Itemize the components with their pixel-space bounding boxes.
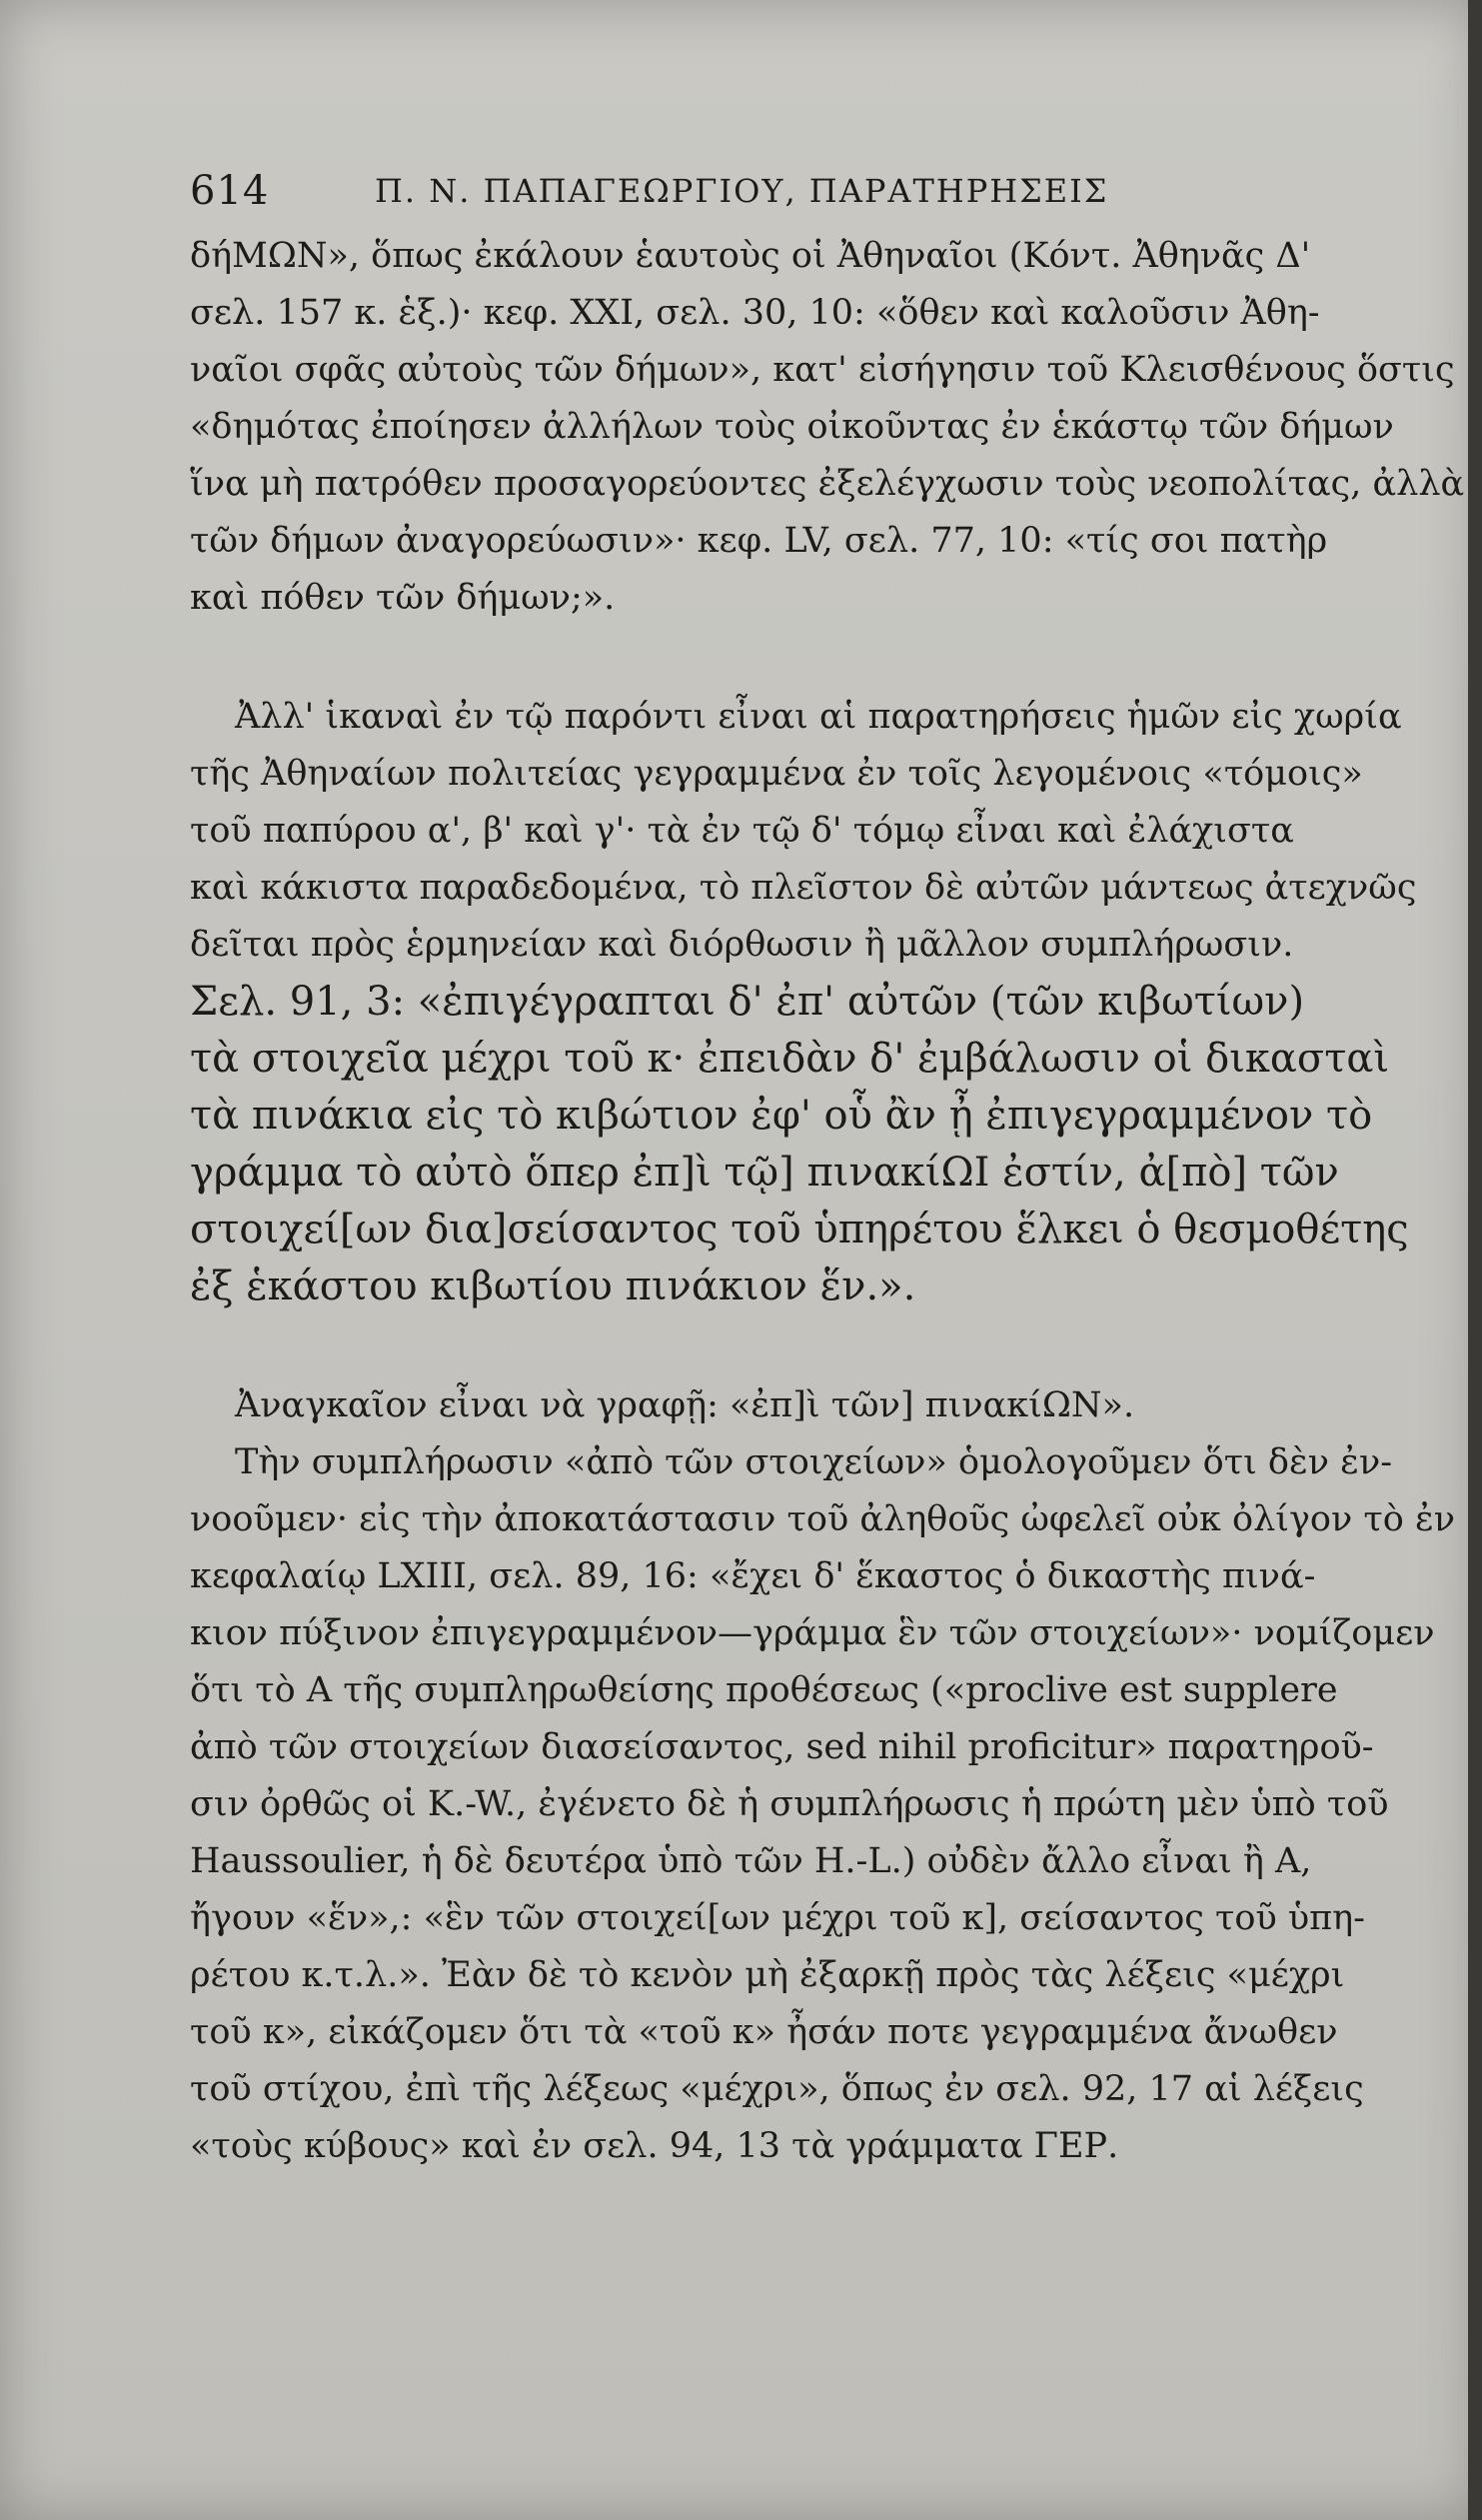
text-line: σελ. 157 κ. ἑξ.)· κεφ. XXI, σελ. 30, 10: «ὅθεν καὶ καλοῦσιν Ἀθη- (190, 293, 1320, 333)
text-line: τὰ στοιχεῖα μέχρι τοῦ κ· ἐπειδὰν δ' ἐμβάλωσιν οἱ δικασταὶ (190, 1036, 1390, 1082)
text-line: Haussoulier, ἡ δὲ δευτέρα ὑπὸ τῶν H.-L.) οὐδὲν ἄλλο εἶναι ἢ Α, (190, 1841, 1312, 1881)
running-head (190, 150, 1369, 220)
paragraph-4 (190, 1377, 1369, 1434)
quoted-passage (190, 974, 1409, 1315)
text-line: σιν ὀρθῶς οἱ K.-W., ἐγένετο δὲ ἡ συμπλήρωσις ἡ πρώτη μὲν ὑπὸ τοῦ (190, 1784, 1389, 1824)
text-line: δήΜΩΝ», ὅπως ἐκάλουν ἑαυτοὺς οἱ Ἀθηναῖοι (Κόντ. Ἀθηνᾶς Δ' (190, 236, 1311, 276)
text-line: ἵνα μὴ πατρόθεν προσαγορεύοντες ἐξελέγχωσιν τοὺς νεοπολίτας, ἀλλὰ (190, 464, 1465, 504)
running-title: Π. Ν. ΠΑΠΑΓΕΩΡΓΙΟΥ, ΠΑΡΑΤΗΡΗΣΕΙΣ (375, 172, 1109, 210)
text-line: καὶ κάκιστα παραδεδομένα, τὸ πλεῖστον δὲ αὐτῶν μάντεως ἀτεχνῶς (190, 868, 1417, 908)
text-line: τοῦ κ», εἰκάζομεν ὅτι τὰ «τοῦ κ» ἦσάν ποτε γεγραμμένα ἄνωθεν (190, 2012, 1338, 2052)
text-line: καὶ πόθεν τῶν δήμων;». (190, 578, 616, 618)
text-line: στοιχεί[ων δια]σείσαντος τοῦ ὑπηρέτου ἕλκει ὁ θεσμοθέτης (190, 1207, 1409, 1253)
paragraph-2 (190, 689, 1417, 974)
text-line: «τοὺς κύβους» καὶ ἐν σελ. 94, 13 τὰ γράμματα ΓΕΡ. (190, 2126, 1119, 2166)
text-line: Ἀναγκαῖον εἶναι νὰ γραφῇ: «ἐπ]ὶ τῶν] πινακίΩΝ». (235, 1385, 1135, 1425)
paragraph-5 (190, 1434, 1455, 2175)
text-line: γράμμα τὸ αὐτὸ ὅπερ ἐπ]ὶ τῷ] πινακίΩΙ ἐστίν, ἀ[πὸ] τῶν (190, 1150, 1339, 1196)
paragraph-1 (190, 228, 1465, 627)
text-line: ναῖοι σφᾶς αὐτοὺς τῶν δήμων», κατ' εἰσήγησιν τοῦ Κλεισθένους ὅστις (190, 350, 1455, 390)
text-line: δεῖται πρὸς ἑρμηνείαν καὶ διόρθωσιν ἢ μᾶλλον συμπλήρωσιν. (190, 925, 1294, 965)
page-number: 614 (190, 168, 270, 214)
text-line: ρέτου κ.τ.λ.». Ἐὰν δὲ τὸ κενὸν μὴ ἐξαρκῇ πρὸς τὰς λέξεις «μέχρι (190, 1955, 1345, 1995)
text-line: τὰ πινάκια εἰς τὸ κιβώτιον ἐφ' οὗ ἂν ᾖ ἐπιγεγραμμένον τὸ (190, 1093, 1373, 1139)
text-line: Σελ. 91, 3: «ἐπιγέγραπται δ' ἐπ' αὐτῶν (τῶν κιβωτίων) (190, 979, 1305, 1025)
text-line: «δημότας ἐποίησεν ἀλλήλων τοὺς οἰκοῦντας ἐν ἑκάστῳ τῶν δήμων (190, 407, 1394, 447)
text-line: κιον πύξινον ἐπιγεγραμμένον—γράμμα ἓν τῶν στοιχείων»· νομίζομεν (190, 1613, 1435, 1653)
text-line: νοοῦμεν· εἰς τὴν ἀποκατάστασιν τοῦ ἀληθοῦς ὠφελεῖ οὐκ ὀλίγον τὸ ἐν (190, 1499, 1455, 1539)
scan-edge (1468, 0, 1482, 2520)
text-line: Ἀλλ' ἱκαναὶ ἐν τῷ παρόντι εἶναι αἱ παρατηρήσεις ἡμῶν εἰς χωρία (235, 697, 1402, 737)
text-line: ἤγουν «ἕν»,: «ἓν τῶν στοιχεί[ων μέχρι τοῦ κ], σείσαντος τοῦ ὑπη- (190, 1898, 1365, 1938)
text-line: κεφαλαίῳ LXIII, σελ. 89, 16: «ἔχει δ' ἕκαστος ὁ δικαστὴς πινά- (190, 1556, 1316, 1596)
text-line: ἐξ ἑκάστου κιβωτίου πινάκιον ἕν.». (190, 1263, 916, 1309)
text-line: ἀπὸ τῶν στοιχείων διασείσαντος, sed nihil proficitur» παρατηροῦ- (190, 1727, 1374, 1767)
text-line: τῶν δήμων ἀναγορεύωσιν»· κεφ. LV, σελ. 77, 10: «τίς σοι πατὴρ (190, 521, 1328, 561)
text-line: τοῦ παπύρου α', β' καὶ γ'· τὰ ἐν τῷ δ' τόμῳ εἶναι καὶ ἐλάχιστα (190, 811, 1294, 851)
text-line: τοῦ στίχου, ἐπὶ τῆς λέξεως «μέχρι», ὅπως ἐν σελ. 92, 17 αἱ λέξεις (190, 2069, 1364, 2109)
text-line: τῆς Ἀθηναίων πολιτείας γεγραμμένα ἐν τοῖς λεγομένοις «τόμοις» (190, 754, 1363, 794)
text-line: Τὴν συμπλήρωσιν «ἀπὸ τῶν στοιχείων» ὁμολογοῦμεν ὅτι δὲν ἐν- (235, 1442, 1393, 1482)
text-line: ὅτι τὸ Α τῆς συμπληρωθείσης προθέσεως («proclive est supplere (190, 1670, 1338, 1710)
page-body (190, 150, 1465, 2175)
